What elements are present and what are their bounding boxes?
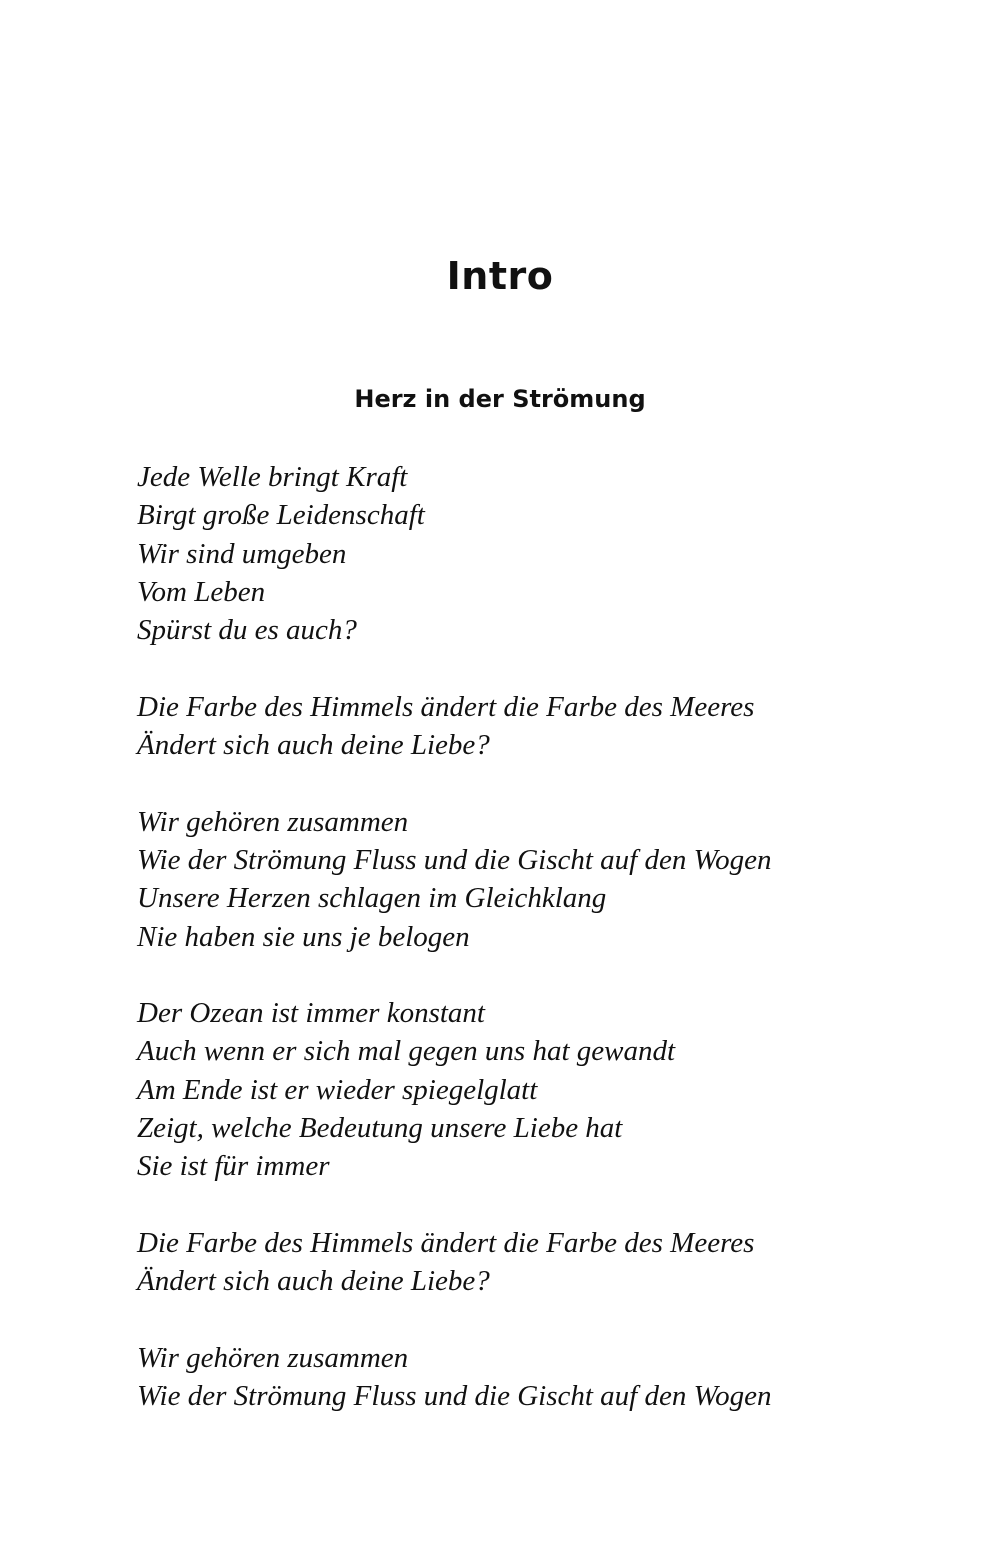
poem-title: Herz in der Strömung — [354, 385, 646, 413]
verse-line: Am Ende ist er wieder spiegelglatt — [137, 1073, 538, 1106]
verse-line: Nie haben sie uns je belogen — [137, 920, 470, 953]
poem-body — [137, 458, 957, 1454]
verse-line: Die Farbe des Himmels ändert die Farbe des Meeres — [137, 1226, 755, 1259]
verse-line: Wir sind umgeben — [137, 537, 347, 570]
stanza-6 — [137, 1339, 957, 1416]
verse-line: Wie der Strömung Fluss und die Gischt auf den Wogen — [137, 843, 772, 876]
verse-line: Spürst du es auch? — [137, 614, 357, 647]
stanza-5 — [137, 1224, 957, 1301]
verse-line: Der Ozean ist immer konstant — [137, 997, 485, 1030]
stanza-4 — [137, 994, 957, 1185]
verse-line: Wie der Strömung Fluss und die Gischt auf den Wogen — [137, 1380, 772, 1413]
verse-line: Jede Welle bringt Kraft — [137, 461, 408, 493]
stanza-1 — [137, 458, 957, 649]
verse-line: Unsere Herzen schlagen im Gleichklang — [137, 882, 607, 915]
stanza-3 — [137, 803, 957, 956]
verse-line: Vom Leben — [137, 575, 266, 608]
verse-line: Die Farbe des Himmels ändert die Farbe des Meeres — [137, 690, 755, 723]
verse-line: Birgt große Leidenschaft — [137, 499, 425, 532]
verse-line: Auch wenn er sich mal gegen uns hat gewandt — [137, 1035, 676, 1068]
verse-line: Sie ist für immer — [137, 1150, 330, 1183]
verse-line: Ändert sich auch deine Liebe? — [137, 1265, 490, 1298]
verse-line: Wir gehören zusammen — [137, 1341, 409, 1374]
verse-line: Wir gehören zusammen — [137, 805, 409, 838]
verse-line: Zeigt, welche Bedeutung unsere Liebe hat — [137, 1112, 623, 1145]
verse-line: Ändert sich auch deine Liebe? — [137, 729, 490, 762]
stanza-2 — [137, 688, 957, 765]
chapter-title: Intro — [446, 254, 554, 298]
